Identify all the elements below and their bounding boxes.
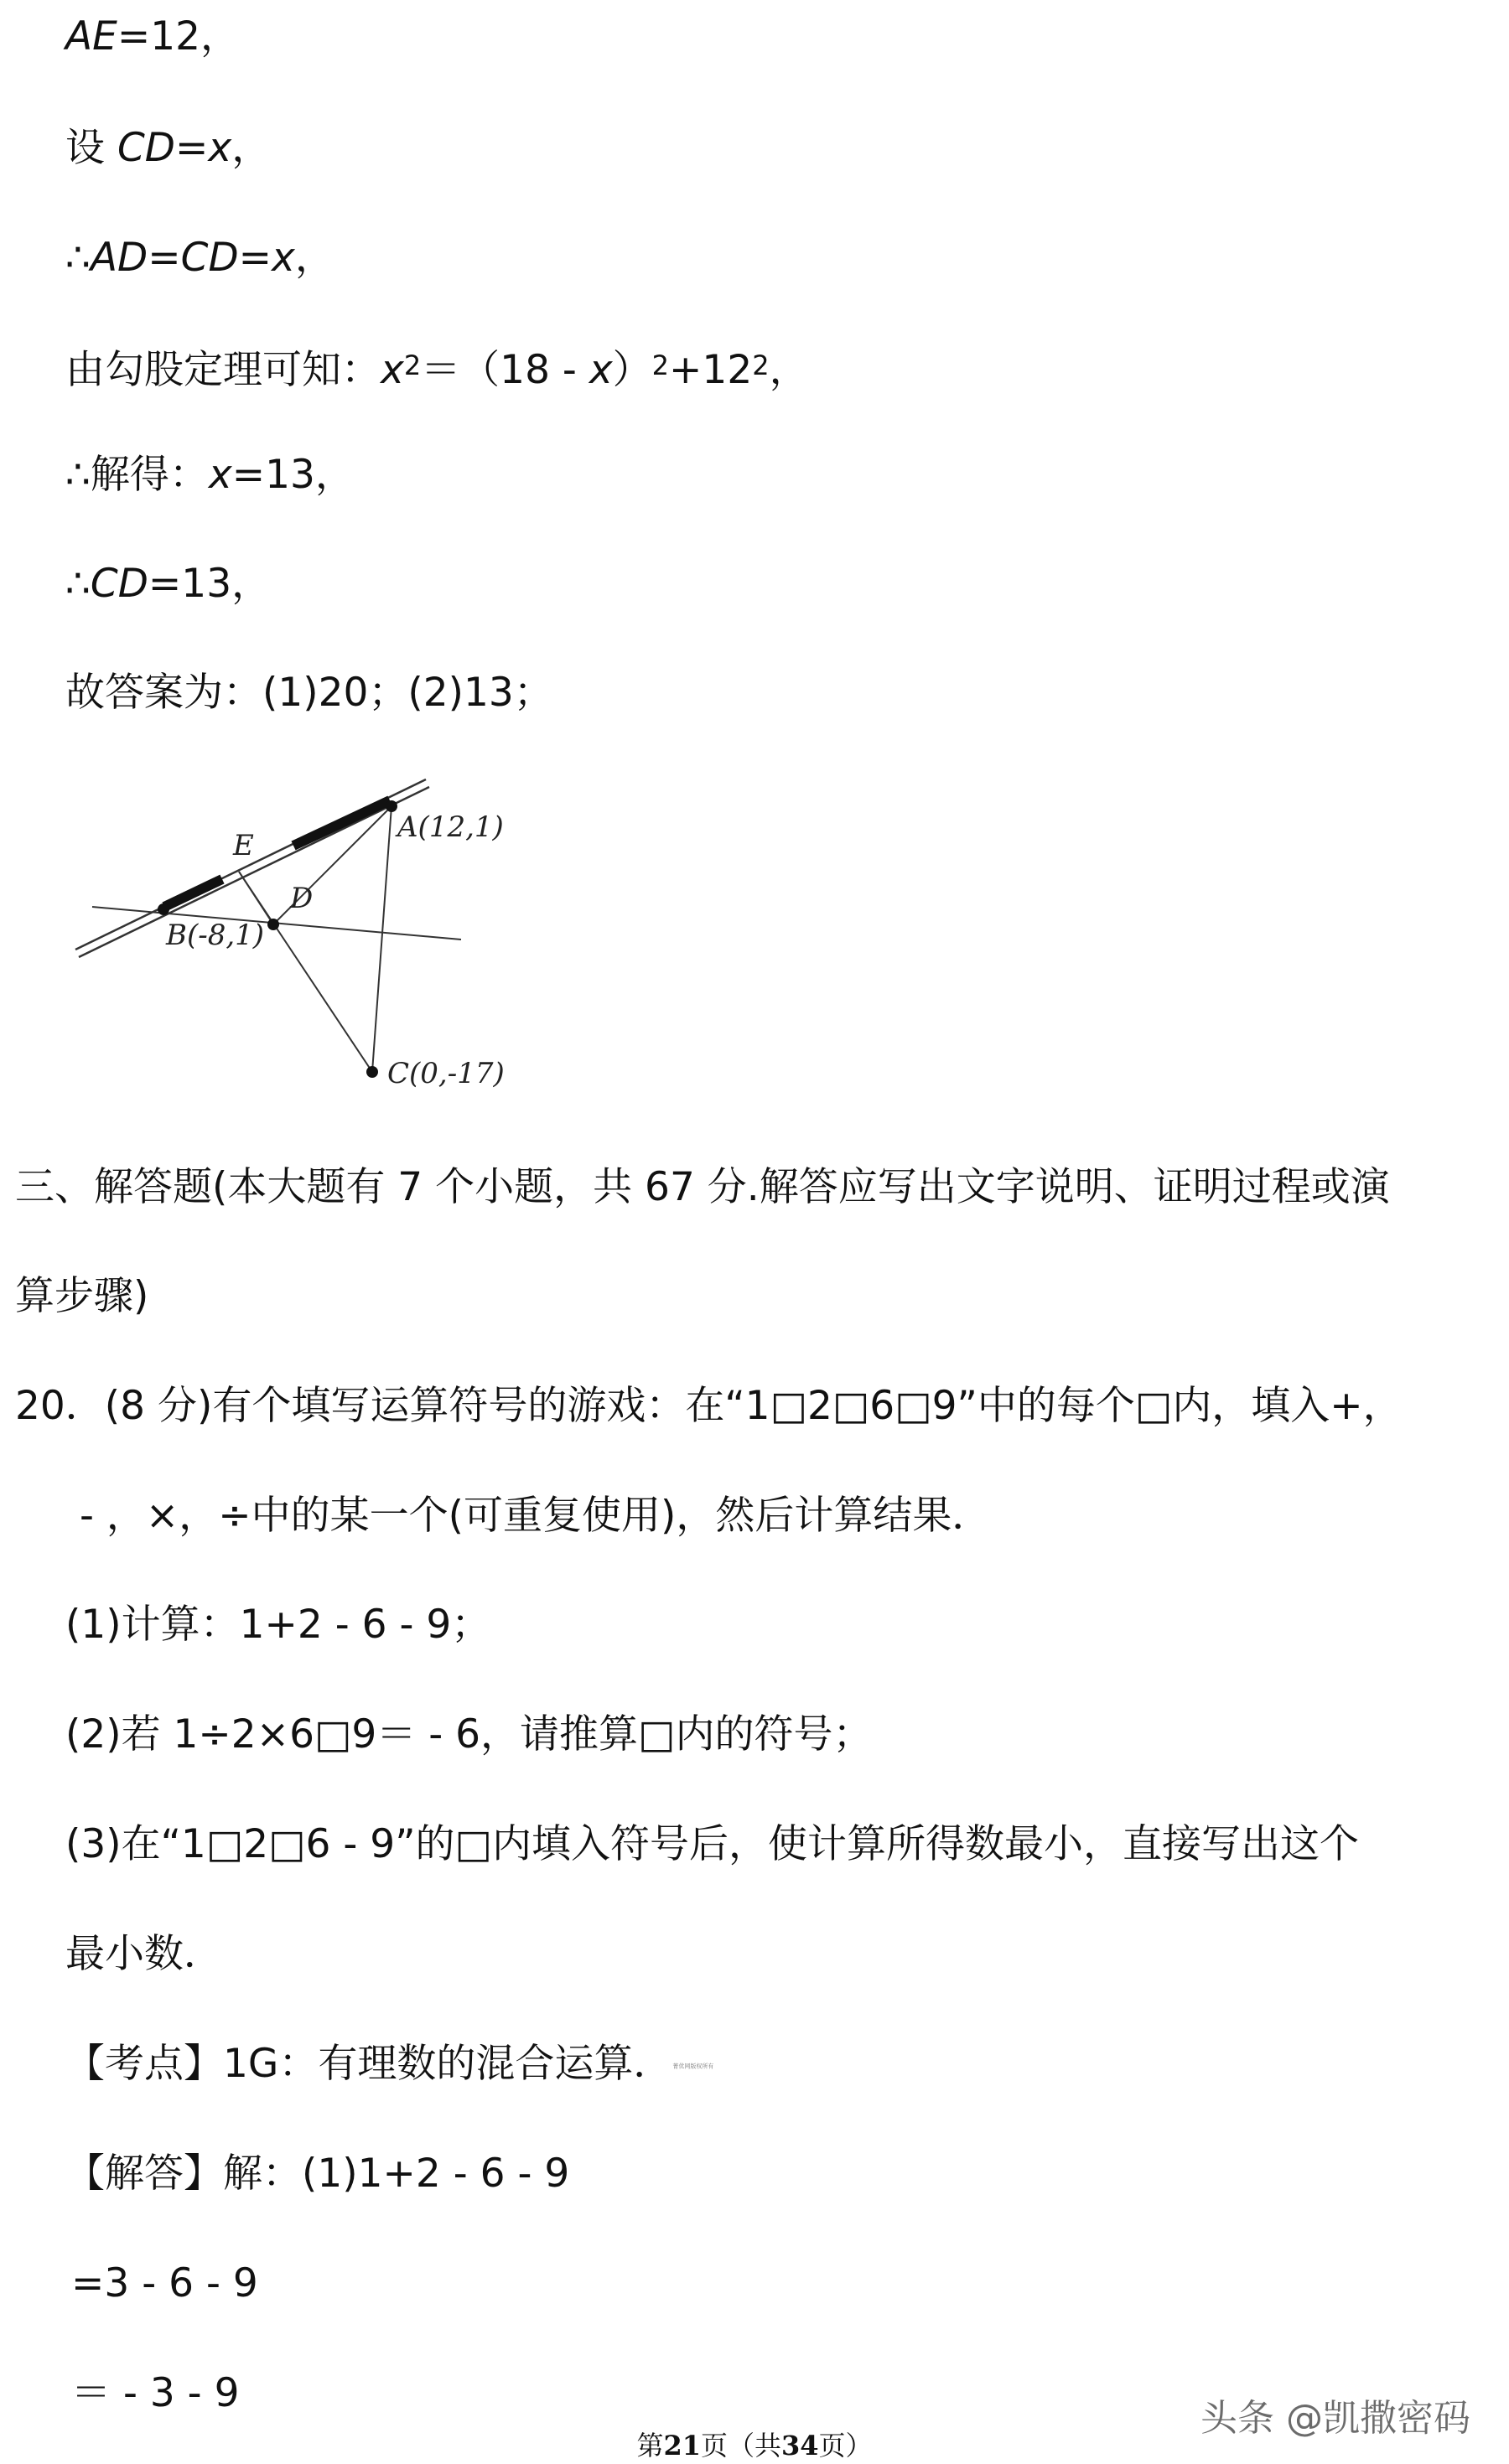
exp: 2: [651, 349, 670, 381]
therefore: ∴: [65, 235, 91, 281]
var-cd: CD: [180, 235, 239, 281]
punct: ，: [294, 235, 334, 281]
op-eq: =: [174, 125, 209, 171]
op-eq: =: [238, 235, 272, 281]
punct: ，: [769, 347, 809, 393]
eq-cd-result: [65, 559, 271, 609]
text-set: 设: [65, 125, 117, 171]
paren: ）: [612, 347, 652, 393]
exp: 2: [403, 349, 422, 381]
point-b: [158, 903, 169, 915]
point-c: [366, 1066, 378, 1078]
eq-ad-cd: [65, 233, 334, 283]
page-number: 21: [663, 2430, 701, 2461]
geometry-figure: [67, 767, 537, 1106]
text-pythagoras: 由勾股定理可知：: [65, 347, 381, 393]
q20-part3-line2: 最小数．: [65, 1931, 223, 1977]
label-b: B(-8,1): [166, 919, 265, 952]
var-ad: AD: [90, 235, 148, 281]
expr: +12: [669, 347, 753, 393]
therefore: ∴: [65, 561, 91, 607]
total-pages: 34: [781, 2430, 819, 2461]
eq-ae: [65, 12, 240, 62]
eq-solve-x: [65, 450, 355, 500]
var-cd: CD: [90, 561, 148, 607]
q20-line1: 20．(8 分)有个填写运算符号的游戏：在“1□2□6□9”中的每个□内，填入+，: [15, 1383, 1403, 1429]
footer-prefix: 第: [636, 2430, 664, 2461]
q20-part3-line1: (3)在“1□2□6 - 9”的□内填入符号后，使计算所得数最小，直接写出这个: [65, 1821, 1359, 1867]
label-d: D: [290, 882, 314, 915]
point-d: [267, 919, 279, 930]
q20-step2: ＝ - 3 - 9: [71, 2370, 240, 2416]
var-x: x: [272, 235, 295, 281]
footer-suffix: 页）: [818, 2430, 873, 2461]
q20-part2: (2)若 1÷2×6□9＝ - 6，请推算□内的符号；: [65, 1711, 873, 1757]
point-a: [386, 800, 397, 812]
q20-line2: - ，×，÷中的某一个(可重复使用)，然后计算结果．: [80, 1493, 992, 1539]
text-solve: ∴解得：: [65, 452, 209, 498]
segment-ac: [372, 806, 392, 1072]
var-ae: AE: [65, 13, 117, 60]
copyright-note: 菁优网版权所有: [672, 2063, 714, 2070]
var-cd: CD: [117, 125, 175, 171]
watermark: 头条 @凯撒密码: [1200, 2397, 1470, 2440]
var-x: x: [208, 125, 232, 171]
q20-part1: (1)计算：1+2 - 6 - 9；: [65, 1602, 491, 1648]
section3-heading-line1: 三、解答题(本大题有 7 个小题，共 67 分.解答应写出文字说明、证明过程或演: [15, 1164, 1390, 1210]
var-x: x: [381, 347, 404, 393]
kaodian-text: 【考点】1G：有理数的混合运算．: [65, 2041, 673, 2087]
section3-heading-line2: 算步骤): [15, 1273, 149, 1319]
op-eq: =: [148, 235, 181, 281]
var-x: x: [208, 452, 232, 498]
exp: 2: [752, 349, 770, 381]
label-e: E: [233, 829, 254, 862]
label-c: C(0,-17): [387, 1057, 505, 1090]
footer-middle: 页（共: [700, 2430, 781, 2461]
eq-pythagoras: [65, 345, 809, 399]
var-x: x: [589, 347, 613, 393]
value: =13，: [231, 452, 355, 498]
q20-step1: =3 - 6 - 9: [71, 2260, 258, 2306]
answer-line: 故答案为：(1)20；(2)13；: [65, 670, 553, 716]
eq-ae-rest: =12，: [117, 13, 241, 60]
punct: ，: [231, 125, 272, 171]
label-a: A(12,1): [397, 810, 504, 844]
q20-kaodian: [65, 2039, 713, 2092]
eq-set-cd: [65, 123, 271, 173]
q20-jieda: 【解答】解：(1)1+2 - 6 - 9: [65, 2151, 570, 2197]
value: =13，: [148, 561, 272, 607]
expr: ＝（18 -: [421, 347, 589, 393]
